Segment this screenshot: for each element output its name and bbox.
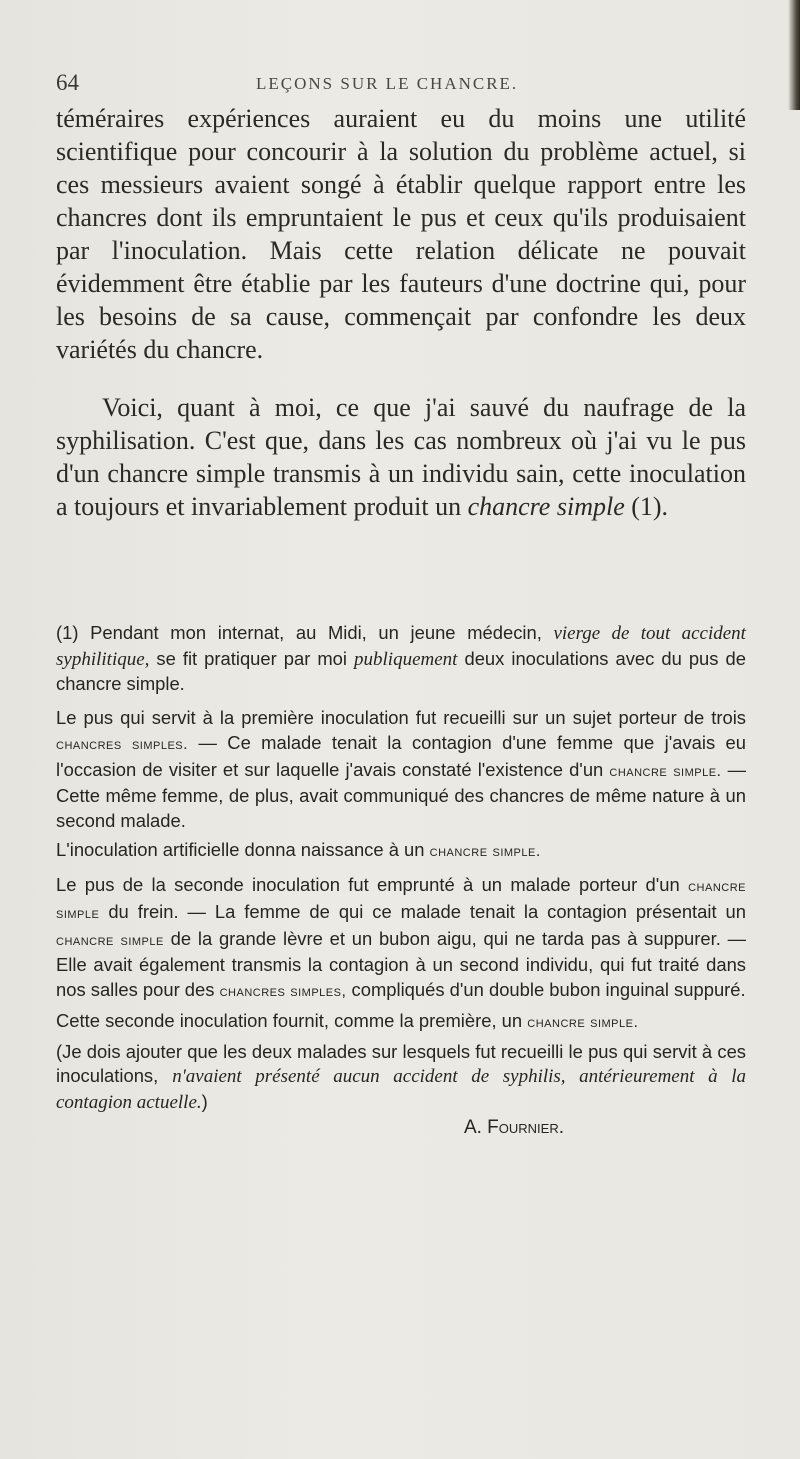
footnote-1: (1) Pendant mon internat, au Midi, un jeune médecin, vierge de tout accident syphilitique, se fit pratiquer par moi publiquement deux inoculations avec du pus de chancre simple. [56,622,746,695]
footnote-paragraph-2: Le pus qui servit à la première inoculation fut recueilli sur un sujet porteur de trois chancres simples. — Ce malade tenait la contagion d'une femme que j'avais eu l'occasion de visiter et sur laquelle j'avais constaté l'existence d'un chancre simple. — Cette même femme, de plus, avait communiqué des chancres de même nature à un second malade. [56,707,746,831]
emphasis-chancre-simple: chancre simple [467,492,625,521]
page-edge-shadow [788,0,800,110]
running-head: LEÇONS SUR LE CHANCRE. [256,74,519,93]
page-header [56,70,746,96]
body-paragraph-2: Voici, quant à moi, ce que j'ai sauvé du naufrage de la syphilisation. C'est que, dans les cas nombreux où j'ai vu le pus d'un chancre simple transmis à un individu sain, cette inoculation a toujours et invariablement produit un chancre simple (1). [56,393,746,521]
footnote-ref[interactable]: (1). [631,492,669,521]
footnote-paragraph-6: (Je dois ajouter que les deux malades sur lesquels fut recueilli le pus qui servit à ces inoculations, n'avaient présenté aucun accident de syphilis, antérieurement à la contagion actuelle.) [56,1040,746,1113]
footnote-signature: A. Fournier. [463,1116,564,1138]
footnote-paragraph-5: Cette seconde inoculation fournit, comme la première, un chancre simple. [56,1009,639,1031]
main-text [56,102,746,523]
footnote-marker: (1) [56,622,79,643]
page-number: 64 [56,70,79,95]
body-paragraph-1: téméraires expériences auraient eu du moins une utilité scientifique pour concourir à la solution du problème actuel, si ces messieurs avaient songé à établir quelque rapport entre les chancres dont ils empruntaient le pus et ceux qu'ils produisaient par l'inoculation. Mais cette relation délicate ne pouvait évidemment être établie par les fauteurs d'une doctrine qui, pour les besoins de sa cause, commençait par confondre les deux variétés du chancre. [56,104,746,364]
footnote-block [56,621,746,1140]
footnote-paragraph-4: Le pus de la seconde inoculation fut emprunté à un malade porteur d'un chancre simple du frein. — La femme de qui ce malade tenait la contagion présentait un chancre simple de la grande lèvre et un bubon aigu, qui ne tarda pas à suppurer. — Elle avait également transmis la contagion à un second individu, qui fut traité dans nos salles pour des chancres simples, compliqués d'un double bubon inguinal suppuré. [56,874,747,1001]
footnote-paragraph-3: L'inoculation artificielle donna naissance à un chancre simple. [56,838,541,860]
